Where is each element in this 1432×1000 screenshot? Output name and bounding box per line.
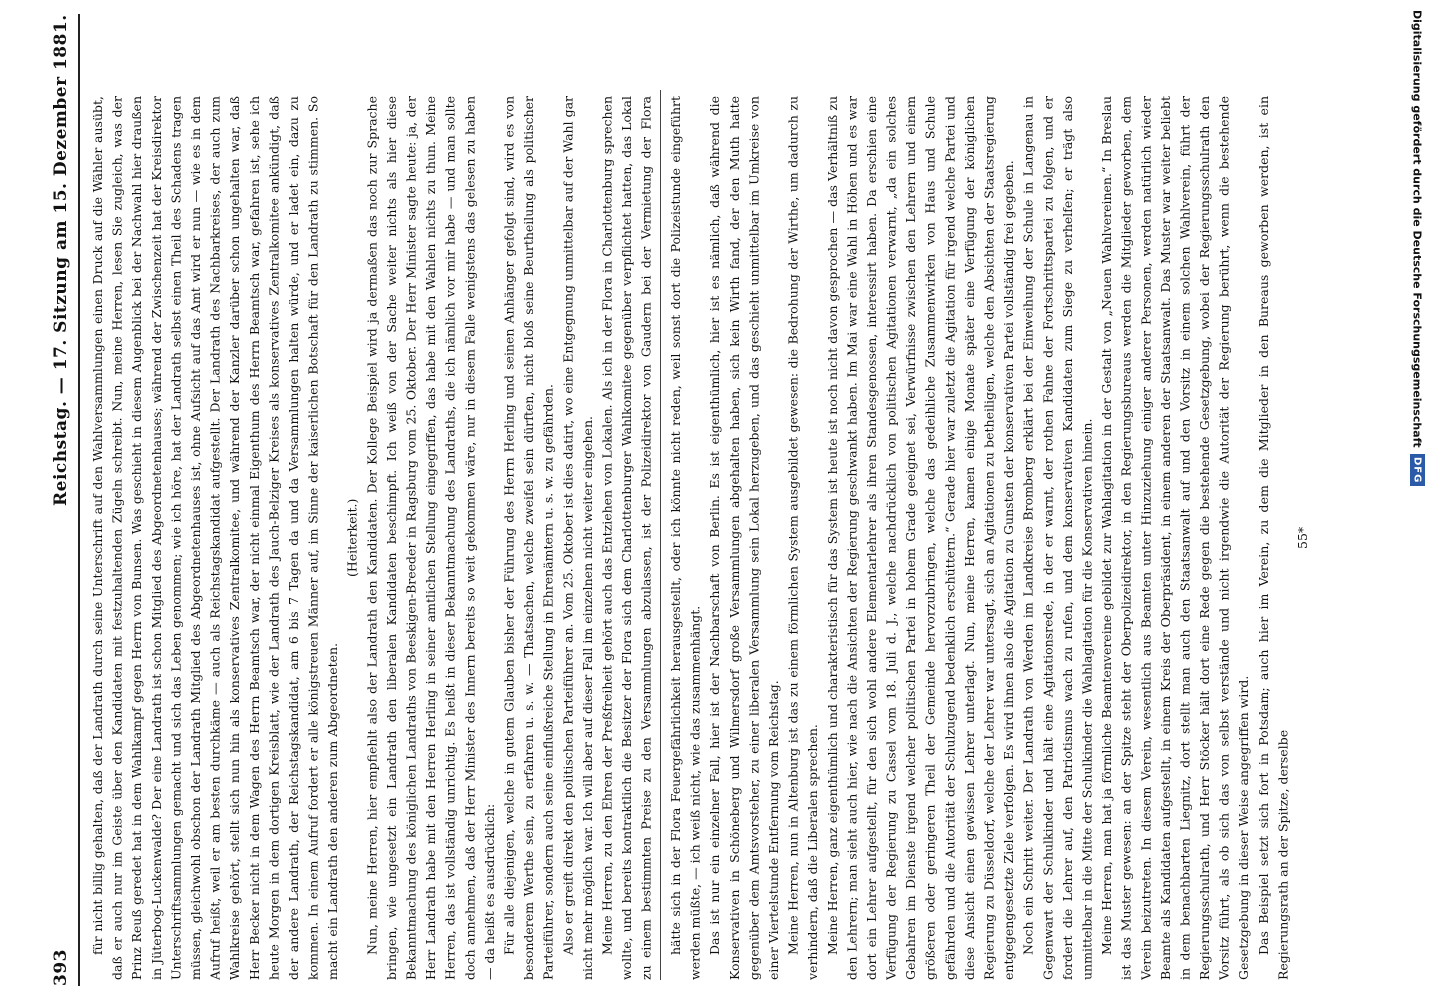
paragraph: Das Beispiel setzt sich fort in Potsdam; auch hier im Verein, zu dem die Mitglieder in den Bureaus geworben werden, ist ein Regierungsrath an der Spitze, derselbe <box>1255 96 1291 980</box>
paragraph: Meine Herren, man hat ja förmliche Beamtenvereine gebildet zur Wahlagitation in der Gestalt von „Neuen Wahlvereinen.“ In Breslau ist das Muster gewesen: an der Spitze steht der Oberpolizeidirektor, in den Regierungsbureaus werden die Mitglieder geworben, dem Verein beizutreten. In diesem Verein, wesentlich aus Beamten unter Hinzuziehung einiger anderer Personen, werden natürlich wieder Beamte als Kandidaten aufgestellt, in einem Kreis der Oberpräsident, in einem anderen der Staatsanwalt. Das Muster war weiter beliebt in dem benachbarten Liegnitz, dort stellt man auch den Staatsanwalt auf und den Vorsitz in einem solchen Wahlverein, führt der Regierungsschulrath, und Herr Stöcker hält dort eine Rede gegen die bestehende Gesetzgebung, wobei der Regierungsschulrath den Vorsitz führt, als ob sich das von selbst verstände und nicht irgendwie die Autorität der Regierung berührt, wenn die bestehende Gesetzgebung in dieser Weise angegriffen wird. <box>1099 96 1252 980</box>
quotation: Für alle diejenigen, welche in gutem Glauben bisher der Führung des Herrn Herling und seinen Anhänger gefolgt sind, wird es von besonderem Werthe sein, zu erfahren u. s. w. — Thatsachen, welche zweifel sein dürften, nicht bloß seine Beurtheilung als politischer Parteiführer, sondern auch seine einflußreiche Stellung in Ehrenämtern u. s. w. zu gefährden. <box>501 96 556 980</box>
paragraph: Meine Herren, nun in Altenburg ist das zu einem förmlichen System ausgebildet gewesen: die Bedrohung der Wirthe, um dadurch zu verhindern, daß die Liberalen sprechen. <box>785 96 821 980</box>
page-number: 393 <box>51 949 71 986</box>
digitization-credit <box>1406 10 1428 990</box>
dfg-logo: DFG <box>1410 454 1425 486</box>
text-column-left <box>88 96 654 980</box>
paragraph: Nun, meine Herren, hier empfiehlt also der Landrath den Kandidaten. Der Kollege Beispiel wird ja dermaßen das noch zur Sprache bringen, wie ungesetzt ein Landrath den liberalen Kandidaten beschimpft. Ich weiß von der Sache weiter nichts als hier diese Bekanntmachung des königlichen Landraths von Beeskigen-Breeder in Ragsburg vom 25. Oktober. Der Herr Minister sagte heute: ja, der Herr Landrath habe mit den Herren Herling in seiner amtlichen Stellung eingegriffen, das habe mit den Wahlen nichts zu thun. Meine Herren, das ist vollständig unrichtig. Es heißt in dieser Bekanntmachung des Landraths, die ich nämlich vor mir habe — und man sollte doch annehmen, daß der Herr Minister des Innern bereits so weit gekommen wäre, nur in diesem Falle wenigstens das gelesen zu haben — da heißt es ausdrücklich: <box>364 96 497 980</box>
credit-text: Digitalisierung gefördert durch die Deutsche Forschungsgemeinschaft <box>1410 10 1424 448</box>
signature-mark: 55* <box>1295 526 1310 550</box>
column-divider <box>660 90 661 980</box>
header-rule <box>78 14 80 986</box>
text-column-right <box>666 96 1384 980</box>
paragraph: Das ist nur ein einzelner Fall, hier ist der Nachbarschaft von Berlin. Es ist eigenthümlich, hier ist es nämlich, daß während die Konservativen in Schöneberg und Wilmersdorf große Versammlungen abgehalten haben, sich kein Wirth fand, der den Muth hatte gegenüber dem Amtsvorsteher, zu einer liberalen Versammlung sein Lokal herzugeben, und das geschieht unmittelbar im Umkreise von einer Viertelstunde Entfernung vom Reichstag. <box>707 96 781 980</box>
paragraph: Noch ein Schritt weiter. Der Landrath von Werden im Landkreise Bromberg erklärt bei der Einweihung der Schule in Langenau in Gegenwart der Schulkinder und hält eine Agitationsrede, in der er warnt, der rothen Fahne der Fortschrittspartei zu folgen, und er fordert die Lehrer auf, den Patriotismus wach zu rufen, und dem konservativen Kandidaten zum Siege zu verhelfen; er trägt also unmittelbar in die Mitte der Schulkinder die Wahlagitation für die Konservativen hinein. <box>1020 96 1095 980</box>
paragraph: Meine Herren, zu den Ehren der Preßfreiheit gehört auch das Entziehen von Lokalen. Als ich in der Flora in Charlottenburg sprechen wollte, und bereits kontraktlich die Besitzer der Flora sich dem Charlottenburger Wahlkomitee gegenüber verpflichtet hatten, das Lokal zu einem bestimmten Preise zu den Versammlungen abzulassen, ist der Polizeidirektor von Gaudern bei der Vermietung der Flora <box>599 96 654 980</box>
paragraph: für nicht billig gehalten, daß der Landrath durch seine Unterschrift auf den Wahlversammlungen einen Druck auf die Wähler ausübt, daß er auch nur im Geiste über den Kandidaten mit festzuhaltenden Zügeln schreibt. Nun, meine Herren, lesen Sie zugleich, was der Prinz Reuß geredet hat in dem Wahlkampf gegen Herrn von Bunsen. Was geschieht in diesem Augenblick bei der Nachwahl hier draußen in Jüterbog-Luckenwalde? Der eine Landrath ist schon Mitglied des Abgeordnetenhauses; während der Zwischenzeit hat der Kreisdirektor Unterschriftsammlungen gemacht und sich das Leben genommen; wie ich höre, hat der Landrath selbst einen Theil des Schadens tragen müssen, gleichwohl obschon der Landrath Mitglied des Abgeordnetenhauses ist, ohne Aufsicht auf das Amt wird er nun — wie es in dem Aufruf heißt, weil er am besten durchkäme — auch als Reichstagskandidat aufgestellt. Der Landrath des Nachbarkreises, der auch zum Wahlkreise gehört, stellt sich nun hin als konservatives Zentralkomitee, und während der Kanzler darüber schon ungehalten war, daß Herr Becker nicht in dem Wagen des Herrn Beamtsch war, der nicht einmal Eigenthum des Herrn Beamtsch war, gefahren ist, sehe ich heute Morgen in dem dortigen Kreisblatt, wie der Landrath des Jauch-Belziger Kreises als konservatives Zentralkomitee ankündigt, daß der andere Landrath, der Reichstagskandidat, am 6 bis 7 Tagen da und da Versammlungen halten würde, und er ladet ein, dazu zu kommen. In einem Aufruf fordert er alle königstreuen Männer auf, im Sinne der kaiserlichen Botschaft für den Landrath zu stimmen. So macht ein Landrath den anderen zum Abgeordneten. <box>90 96 341 980</box>
paragraph: Meine Herren, ganz eigenthümlich und charakteristisch für das System ist heute ist noch nicht davon gesprochen — das Verhältniß zu den Lehrern; man sieht auch hier, wie nach die Ansichten der Regierung geschwankt haben. Im Mai war eine Wahl in Höhen und es war dort ein Lehrer aufgestellt, für den sich wohl andere Elementarlehrer als ihren Standesgenossen, interessirt haben. Da erschien eine Verfügung der Regierung zu Cassel vom 18. Juli d. J., welche nachdrücklich von politischen Agitationen verwarnt, „da ein solches Gebahren im Dienste irgend welcher politischen Partei in hohem Grade geeignet sei, Verwürfnisse zwischen den Lehrern und einem größeren oder geringeren Theil der Gemeinde hervorzubringen, welche das gedeihliche Zusammenwirken von Haus und Schule gefährden und die Autorität der Schulzugend bedenklich erschüttern.“ Gerade hier war zuletzt die Agitation für irgend welche Partei und diese Ansicht einen gewissen Lehrer unterlagt. Nun, meine Herren, kamen einige Monate später eine Verfügung der königlichen Regierung zu Düsseldorf, welche der Lehrer war untersagt, sich an Agitationen zu betheiligen, welche den Absichten der Staatsregierung entgegengesetzte Ziele verfolgen. Es wird ihnen also die Agitation zu Gunsten der konservativen Partei vollständig frei gegeben. <box>824 96 1017 980</box>
running-header <box>48 14 74 986</box>
paragraph: hätte sich in der Flora Feuergefährlichkeit herausgestellt, oder ich könnte nicht reden, weil sonst dort die Polizeistunde eingeführt werden müßte, — ich weiß nicht, wie das zusammenhängt. <box>668 96 703 980</box>
paragraph: Also er greift direkt den politischen Parteiführer an. Vom 25. Oktober ist dies datirt, wo eine Entgegnung unmittelbar auf der Wahl gar nicht mehr möglich war. Ich will aber auf dieser Fall im einzelnen nicht weiter eingehen. <box>560 96 595 980</box>
interjection: (Heiterkeit.) <box>344 498 360 578</box>
header-title: Reichstag. — 17. Sitzung am 15. Dezember 1881. <box>51 14 71 506</box>
